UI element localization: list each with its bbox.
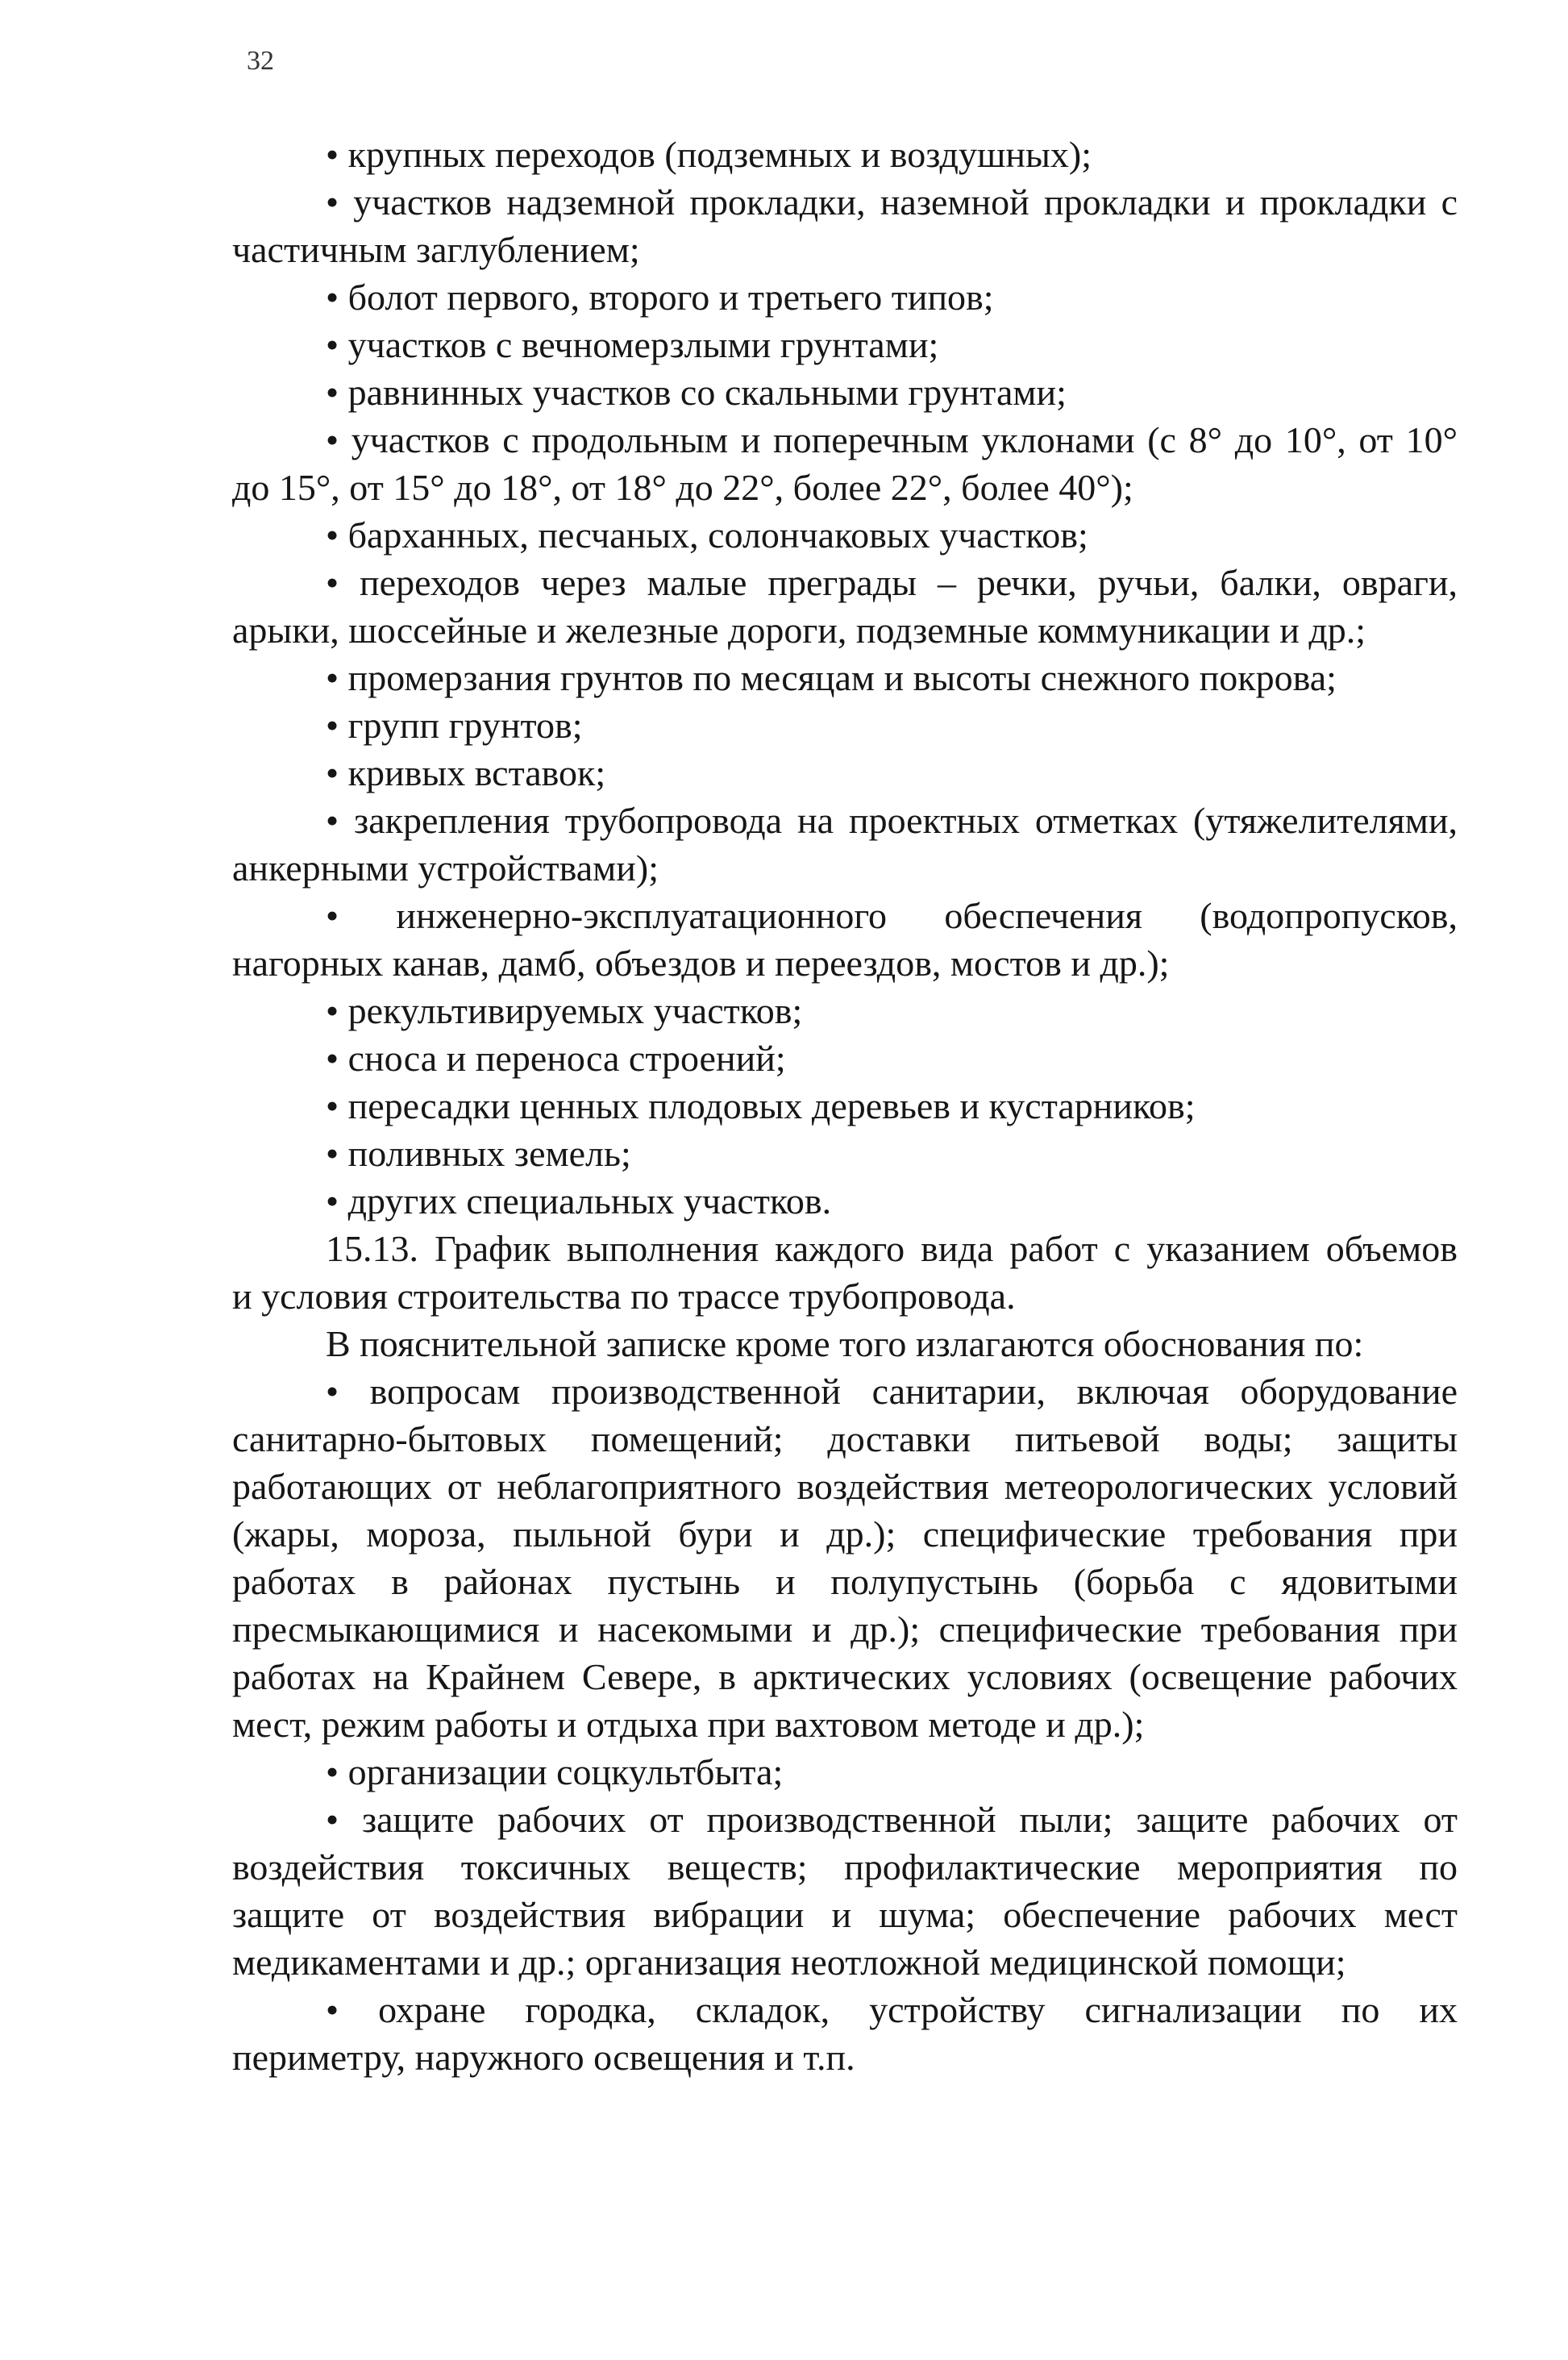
list-item-continuation: работающих от неблагоприятного воздействия метеорологических условий [232,1466,1458,1507]
list-item: • инженерно-эксплуатационного обеспечения (водопропусков, [326,895,1458,936]
list-item: • других специальных участков. [326,1180,832,1222]
list-item-continuation: нагорных канав, дамб, объездов и переездов, мостов и др.); [232,943,1170,984]
section-paragraph: 15.13. График выполнения каждого вида работ с указанием объемов [326,1228,1458,1269]
list-item: • участков надземной прокладки, наземной прокладки и прокладки с [326,181,1458,223]
list-item: • вопросам производственной санитарии, включая оборудование [326,1371,1458,1412]
list-item: • болот первого, второго и третьего типов; [326,277,994,318]
list-item: • пересадки ценных плодовых деревьев и кустарников; [326,1085,1196,1126]
list-item-continuation: до 15°, от 15° до 18°, от 18° до 22°, более 22°, более 40°); [232,467,1133,508]
list-item: • сноса и переноса строений; [326,1038,786,1079]
list-item-continuation: мест, режим работы и отдыха при вахтовом методе и др.); [232,1704,1145,1745]
list-item-continuation: работах в районах пустынь и полупустынь (борьба с ядовитыми [232,1561,1458,1602]
list-item-continuation: воздействия токсичных веществ; профилактические мероприятия по [232,1846,1458,1888]
list-item-continuation: периметру, наружного освещения и т.п. [232,2037,855,2078]
list-item-continuation: медикаментами и др.; организация неотложной медицинской помощи; [232,1942,1346,1983]
page-number: 32 [247,46,274,76]
list-item: • участков с продольным и поперечным уклонами (с 8° до 10°, от 10° [326,419,1458,460]
list-item-continuation: (жары, мороза, пыльной бури и др.); специфические требования при [232,1513,1458,1555]
list-item: • переходов через малые преграды – речки, ручьи, балки, овраги, [326,562,1458,603]
list-item: • групп грунтов; [326,705,583,746]
list-item: • охране городка, складок, устройству сигнализации по их [326,1989,1458,2030]
list-item: • участков с вечномерзлыми грунтами; [326,324,939,365]
section-paragraph-continuation: и условия строительства по трассе трубопровода. [232,1276,1016,1317]
list-item-continuation: защите от воздействия вибрации и шума; обеспечение рабочих мест [232,1894,1458,1935]
list-item-continuation: анкерными устройствами); [232,847,659,889]
list-item-continuation: пресмыкающимися и насекомыми и др.); специфические требования при [232,1609,1458,1650]
list-item: • закрепления трубопровода на проектных отметках (утяжелителями, [326,800,1458,841]
list-item: • барханных, песчаных, солончаковых участков; [326,514,1088,556]
intro-paragraph: В пояснительной записке кроме того излагаются обоснования по: [326,1323,1364,1364]
list-item: • равнинных участков со скальными грунтами; [326,372,1067,413]
list-item-continuation: арыки, шоссейные и железные дороги, подземные коммуникации и др.; [232,610,1366,651]
list-item: • кривых вставок; [326,752,606,793]
list-item: • организации соцкультбыта; [326,1751,784,1792]
list-item: • защите рабочих от производственной пыли; защите рабочих от [326,1799,1458,1840]
list-item-continuation: частичным заглублением; [232,229,640,270]
list-item-continuation: работах на Крайнем Севере, в арктических условиях (освещение рабочих [232,1656,1458,1697]
list-item: • крупных переходов (подземных и воздушных); [326,134,1092,175]
list-item: • промерзания грунтов по месяцам и высоты снежного покрова; [326,657,1337,698]
list-item: • поливных земель; [326,1133,631,1174]
list-item: • рекультивируемых участков; [326,990,803,1031]
list-item-continuation: санитарно-бытовых помещений; доставки питьевой воды; защиты [232,1418,1458,1459]
